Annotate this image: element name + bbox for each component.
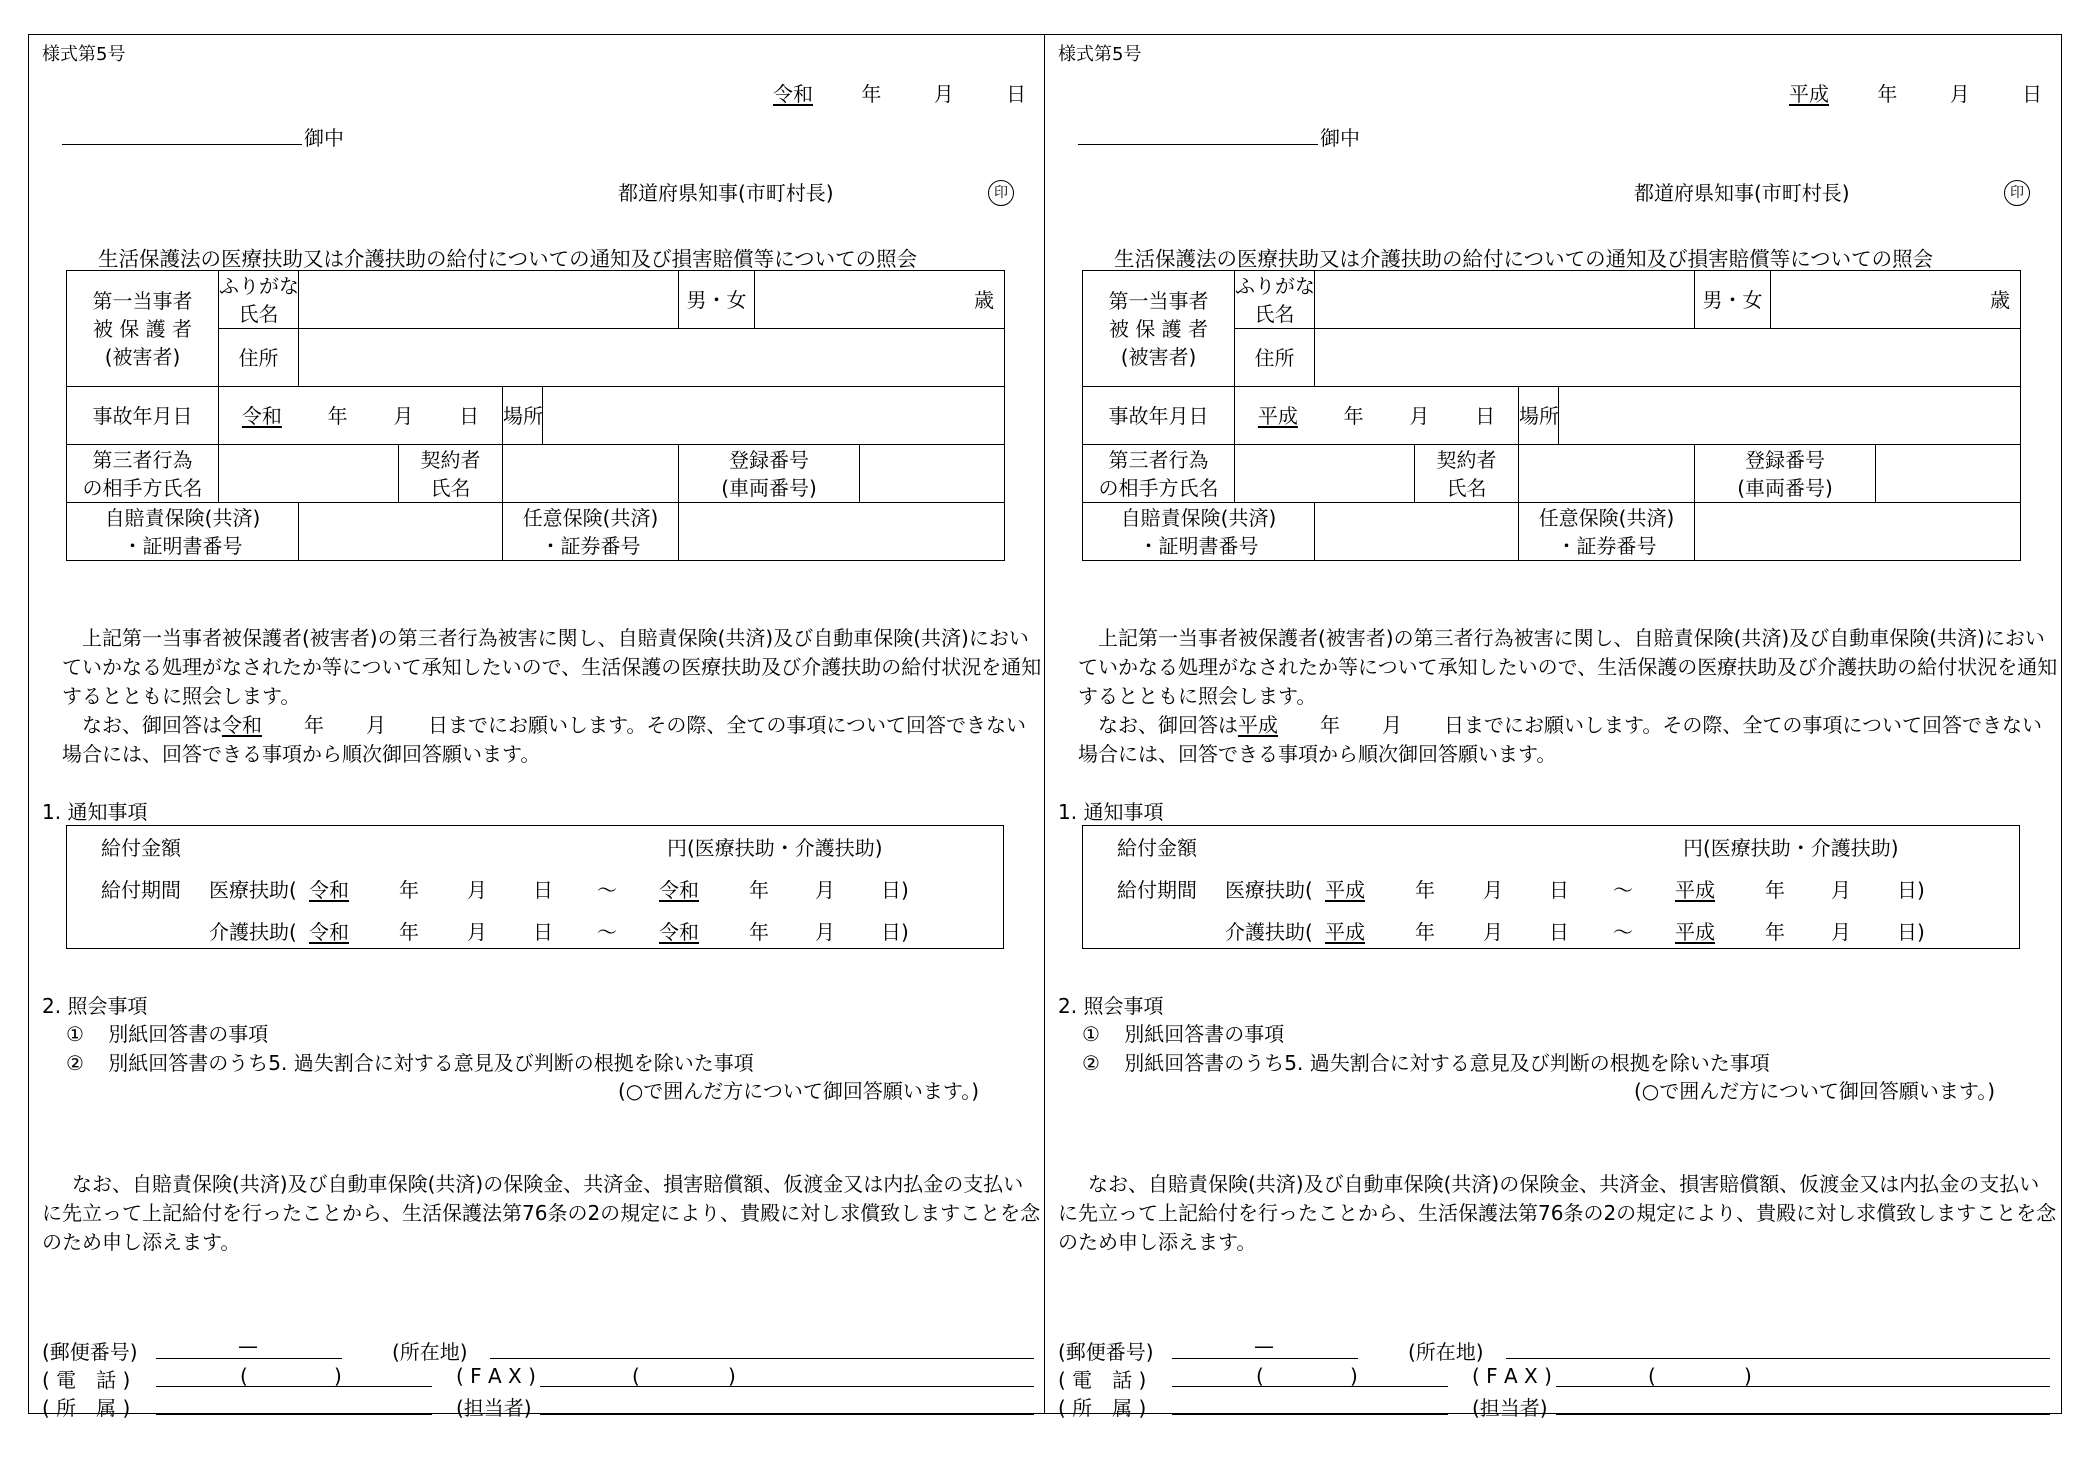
date-month: 月 [933,82,954,106]
phone-field[interactable] [156,1386,432,1387]
address-field[interactable] [299,329,1005,387]
vol-label: 任意保険(共済) ・証券番号 [1519,503,1695,561]
third-party-field[interactable] [219,445,399,503]
vol-field[interactable] [679,503,1005,561]
fax-label: ( F A X ) [456,1364,536,1388]
sender-title: 都道府県知事(市町村長) [1634,181,1850,205]
notice-box [1082,825,2020,949]
notice-box [66,825,1004,949]
name-field[interactable] [299,271,679,329]
accident-date-label: 事故年月日 [1083,387,1235,445]
period-label: 給付期間 [101,878,181,902]
care-period-row[interactable]: 介護扶助( 平成 年 月 日 ～ 平成 年 月 日) [1225,920,1925,944]
address-label: 住所 [1235,329,1315,387]
inquiry-note: (○で囲んだ方について御回答願います。) [618,1079,980,1103]
section-2-heading: 2. 照会事項 [42,994,148,1018]
care-period-row[interactable]: 介護扶助( 令和 年 月 日 ～ 令和 年 月 日) [209,920,909,944]
dept-label: ( 所 属 ) [42,1396,131,1420]
fax-label: ( F A X ) [1472,1364,1552,1388]
phone-label: ( 電 話 ) [42,1368,131,1392]
date-line [1789,78,2042,107]
contractor-label: 契約者 氏名 [1415,445,1519,503]
body-text-1: 上記第一当事者被保護者(被害者)の第三者行為被害に関し、自賠責保険(共済)及び自動車保険(共済)においていかなる処理がなされたか等について承知したいので、生活保護の医療扶助及び介護扶助の給付状況を通知するとともに照会します。 [62,626,1042,708]
body-paragraph [62,624,1042,769]
fax-paren-open: ( [632,1364,640,1388]
third-party-label: 第三者行為 の相手方氏名 [1083,445,1235,503]
accident-date-field[interactable]: 平成 年 月 日 [1235,387,1519,445]
reg-no-field[interactable] [1876,445,2021,503]
place-label: 場所 [503,387,543,445]
contractor-field[interactable] [503,445,679,503]
name-field[interactable] [1315,271,1695,329]
amount-label: 給付金額 [1117,836,1197,860]
age-field[interactable]: 歳 [755,271,1005,329]
contractor-field[interactable] [1519,445,1695,503]
fax-field[interactable] [1556,1386,2050,1387]
postal-dash: — [1254,1334,1274,1358]
addressee-field[interactable] [1078,144,1318,145]
reg-no-label: 登録番号 (車両番号) [679,445,860,503]
amount-label: 給付金額 [101,836,181,860]
accident-era: 平成 [1257,403,1298,428]
fax-paren-open: ( [1648,1364,1656,1388]
form-title: 生活保護法の医療扶助又は介護扶助の給付についての通知及び損害賠償等についての照会 [98,247,918,271]
form-number: 様式第5号 [42,44,126,65]
date-era: 平成 [1789,82,1829,106]
address-field[interactable] [1315,329,2021,387]
dept-field[interactable] [1172,1414,1448,1415]
inquiry-item-2[interactable]: ② 別紙回答書のうち5. 過失割合に対する意見及び判断の根拠を除いた事項 [66,1051,754,1075]
gender-field[interactable]: 男・女 [1695,271,1771,329]
phone-paren-open: ( [240,1364,248,1388]
form-title: 生活保護法の医療扶助又は介護扶助の給付についての通知及び損害賠償等についての照会 [1114,247,1934,271]
addressee-suffix: 御中 [304,126,344,150]
body-text-1: 上記第一当事者被保護者(被害者)の第三者行為被害に関し、自賠責保険(共済)及び自動車保険(共済)においていかなる処理がなされたか等について承知したいので、生活保護の医療扶助及び介護扶助の給付状況を通知するとともに照会します。 [1078,626,2058,708]
contact-field[interactable] [540,1414,1034,1415]
date-year: 年 [1877,82,1898,106]
vol-label: 任意保険(共済) ・証券番号 [503,503,679,561]
place-field[interactable] [543,387,1005,445]
closing-paragraph: なお、自賠責保険(共済)及び自動車保険(共済)の保険金、共済金、損害賠償額、仮渡金又は内払金の支払いに先立って上記給付を行ったことから、生活保護法第76条の2の規定により、貴殿に対し求償致しますことを念のため申し添えます。 [1058,1172,2057,1254]
cali-label: 自賠責保険(共済) ・証明書番号 [67,503,299,561]
cali-field[interactable] [1315,503,1519,561]
name-label: ふりがな 氏名 [1235,271,1315,329]
accident-date-label: 事故年月日 [67,387,219,445]
gender-field[interactable]: 男・女 [679,271,755,329]
date-day: 日 [2022,82,2043,106]
inquiry-item-1[interactable]: ① 別紙回答書の事項 [66,1022,269,1046]
phone-paren-close: ) [334,1364,342,1388]
postal-code-field[interactable] [156,1358,342,1359]
address-label: 住所 [219,329,299,387]
location-field[interactable] [490,1358,1034,1359]
date-month: 月 [1949,82,1970,106]
location-label: (所在地) [1408,1340,1484,1364]
cali-field[interactable] [299,503,503,561]
party-label: 第一当事者 被 保 護 者 (被害者) [67,271,219,387]
cali-label: 自賠責保険(共済) ・証明書番号 [1083,503,1315,561]
party-table [1082,270,2021,561]
contractor-label: 契約者 氏名 [399,445,503,503]
accident-date-field[interactable]: 令和 年 月 日 [219,387,503,445]
period-label: 給付期間 [1117,878,1197,902]
name-label: ふりがな 氏名 [219,271,299,329]
fax-paren-close: ) [728,1364,736,1388]
body-paragraph [1078,624,2058,769]
postal-label: (郵便番号) [1058,1340,1154,1364]
section-1-heading: 1. 通知事項 [1058,800,1164,824]
location-field[interactable] [1506,1358,2050,1359]
reg-no-field[interactable] [860,445,1005,503]
closing-paragraph: なお、自賠責保険(共済)及び自動車保険(共済)の保険金、共済金、損害賠償額、仮渡金又は内払金の支払いに先立って上記給付を行ったことから、生活保護法第76条の2の規定により、貴殿に対し求償致しますことを念のため申し添えます。 [42,1172,1041,1254]
dept-field[interactable] [156,1414,432,1415]
body-text-2: なお、御回答は平成 年 月 日までにお願いします。その際、全ての事項について回答できない場合には、回答できる事項から順次御回答願います。 [1078,713,2042,766]
phone-paren-open: ( [1256,1364,1264,1388]
place-label: 場所 [1519,387,1559,445]
age-field[interactable]: 歳 [1771,271,2021,329]
medical-period-row[interactable]: 医療扶助( 平成 年 月 日 ～ 平成 年 月 日) [1225,878,1925,902]
phone-field[interactable] [1172,1386,1448,1387]
section-1-heading: 1. 通知事項 [42,800,148,824]
section-2-heading: 2. 照会事項 [1058,994,1164,1018]
inquiry-item-1[interactable]: ① 別紙回答書の事項 [1082,1022,1285,1046]
contact-field[interactable] [1556,1414,2050,1415]
postal-label: (郵便番号) [42,1340,138,1364]
postal-code-field[interactable] [1172,1358,1358,1359]
contact-label: (担当者) [1472,1396,1548,1420]
accident-era: 令和 [241,403,282,428]
contact-label: (担当者) [456,1396,532,1420]
amount-unit: 円(医療扶助・介護扶助) [1683,836,1899,860]
inquiry-item-2[interactable]: ② 別紙回答書のうち5. 過失割合に対する意見及び判断の根拠を除いた事項 [1082,1051,1770,1075]
phone-label: ( 電 話 ) [1058,1368,1147,1392]
date-day: 日 [1006,82,1027,106]
inquiry-note: (○で囲んだ方について御回答願います。) [1634,1079,1996,1103]
third-party-label: 第三者行為 の相手方氏名 [67,445,219,503]
date-year: 年 [861,82,882,106]
form-panel-reiwa [28,34,1044,1420]
form-panel-heisei [1044,34,2060,1420]
seal-mark: 印 [988,180,1014,206]
seal-mark: 印 [2004,180,2030,206]
party-table [66,270,1005,561]
third-party-field[interactable] [1235,445,1415,503]
addressee-suffix: 御中 [1320,126,1360,150]
party-label: 第一当事者 被 保 護 者 (被害者) [1083,271,1235,387]
medical-period-row[interactable]: 医療扶助( 令和 年 月 日 ～ 令和 年 月 日) [209,878,909,902]
vol-field[interactable] [1695,503,2021,561]
date-line [773,78,1026,107]
fax-field[interactable] [540,1386,1034,1387]
postal-dash: — [238,1334,258,1358]
date-era: 令和 [773,82,813,106]
addressee-field[interactable] [62,144,302,145]
location-label: (所在地) [392,1340,468,1364]
amount-unit: 円(医療扶助・介護扶助) [667,836,883,860]
fax-paren-close: ) [1744,1364,1752,1388]
dept-label: ( 所 属 ) [1058,1396,1147,1420]
body-text-2: なお、御回答は令和 年 月 日までにお願いします。その際、全ての事項について回答できない場合には、回答できる事項から順次御回答願います。 [62,713,1026,766]
form-number: 様式第5号 [1058,44,1142,65]
phone-paren-close: ) [1350,1364,1358,1388]
reg-no-label: 登録番号 (車両番号) [1695,445,1876,503]
sender-title: 都道府県知事(市町村長) [618,181,834,205]
place-field[interactable] [1559,387,2021,445]
